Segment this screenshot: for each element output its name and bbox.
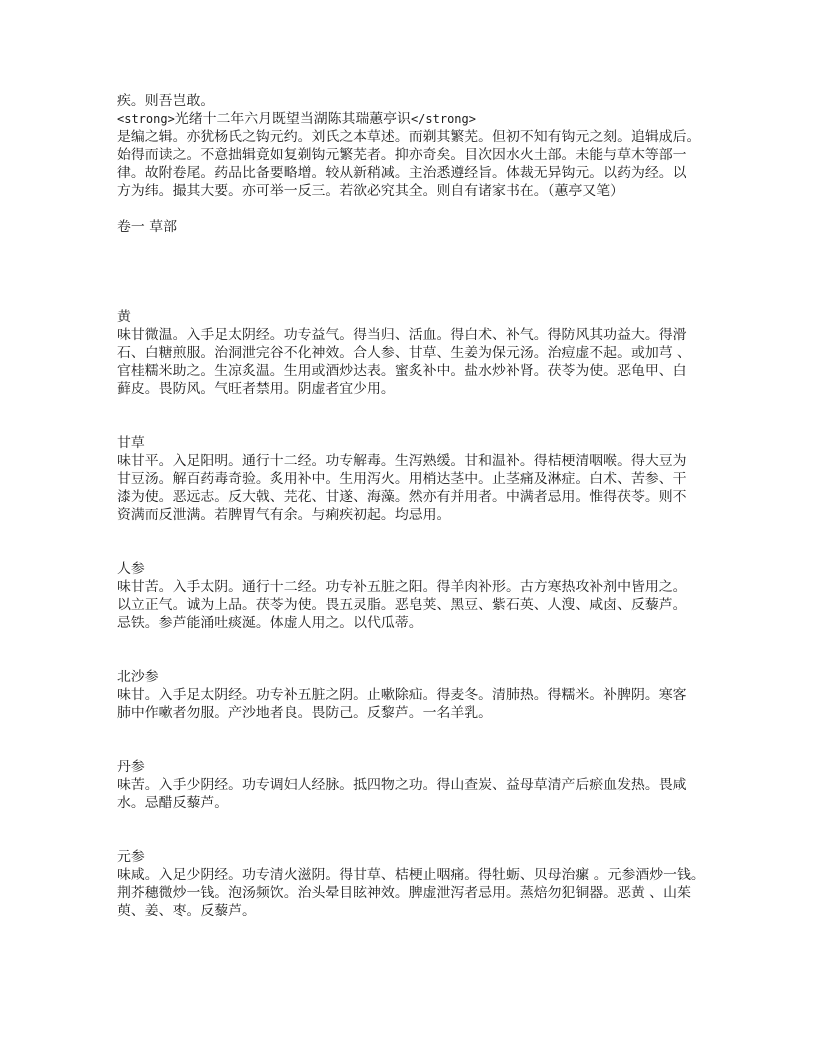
- herb-entry: [117, 308, 707, 398]
- herb-entry: [117, 758, 707, 812]
- herb-description-line: 味甘苦。入手太阴。通行十二经。功专补五脏之阳。得羊肉补形。古方寒热攻补剂中皆用之。: [117, 579, 687, 595]
- spacer: [117, 632, 707, 668]
- spacer: [117, 200, 707, 218]
- postscript-line: 是编之辑。亦犹杨氏之钩元约。刘氏之本草述。而剃其繁芜。但初不知有钩元之刻。追辑成后。: [117, 129, 701, 145]
- spacer: [117, 236, 707, 308]
- herb-description-line: 味甘平。入足阳明。通行十二经。功专解毒。生泻熟缓。甘和温补。得桔梗清咽喉。得大豆为: [117, 453, 687, 469]
- herb-name: 北沙参: [117, 669, 159, 685]
- spacer: [117, 524, 707, 560]
- preface-signature-line: [117, 110, 707, 128]
- chapter-title: 卷一 草部: [117, 219, 177, 235]
- preface-opening-line: 疾。则吾岂敢。: [117, 93, 215, 109]
- postscript-line: 方为纬。撮其大要。亦可举一反三。若欲必究其全。则自有诸家书在。（蕙亭又笔）: [117, 183, 625, 199]
- herb-description-line: 以立正气。诚为上品。茯苓为使。畏五灵脂。恶皂荚、黑豆、紫石英、人溲、咸卤、反藜芦。: [117, 597, 687, 613]
- postscript-line: 始得而读之。不意拙辑竟如复剃钩元繁芜者。抑亦奇矣。目次因水火土部。未能与草木等部一: [117, 147, 687, 163]
- herb-description-line: 藓皮。畏防风。气旺者禁用。阴虚者宜少用。: [117, 381, 395, 397]
- herb-description-line: 忌铁。参芦能涌吐痰涎。体虚人用之。以代瓜蒂。: [117, 615, 423, 631]
- herb-description-line: 味甘微温。入手足太阴经。功专益气。得当归、活血。得白术、补气。得防风其功益大。得滑: [117, 327, 687, 343]
- herb-description-line: 味苦。入手少阴经。功专调妇人经脉。抵四物之功。得山查炭、益母草清产后瘀血发热。畏咸: [117, 777, 687, 793]
- strong-close-tag: </strong>: [410, 112, 476, 126]
- herb-description-line: 味甘。入手足太阴经。功专补五脏之阴。止嗽除疝。得麦冬。清肺热。得糯米。补脾阴。寒客: [117, 687, 687, 703]
- herb-description-line: 甘豆汤。解百药毒奇验。炙用补中。生用泻火。用梢达茎中。止茎痛及淋症。白术、苦参、干: [117, 471, 687, 487]
- herb-entry: [117, 848, 707, 920]
- herb-entry: [117, 560, 707, 632]
- herb-name: 元参: [117, 849, 145, 865]
- postscript-line: 律。故附卷尾。药品比备要略增。较从新稍减。主治悉遵经旨。体裁无异钩元。以药为经。以: [117, 165, 687, 181]
- herb-description-line: 肺中作嗽者勿服。产沙地者良。畏防己。反黎芦。一名羊乳。: [117, 705, 493, 721]
- document-page: [117, 92, 707, 920]
- herb-description-line: 味咸。入足少阴经。功专清火滋阴。得甘草、桔梗止咽痛。得牡蛎、贝母治瘰 。元参酒炒一钱。: [117, 867, 705, 883]
- preface-signature: 光绪十二年六月既望当湖陈其瑞蕙亭识: [174, 111, 411, 127]
- herb-description-line: 漆为使。恶远志。反大戟、芫花、甘遂、海藻。然亦有并用者。中满者忌用。惟得茯苓。则不: [117, 489, 687, 505]
- herb-description-line: 萸、姜、枣。反藜芦。: [117, 903, 256, 919]
- preface-section: [117, 92, 707, 200]
- herb-description-line: 资满而反泄满。若脾胃气有余。与痢疾初起。均忌用。: [117, 507, 451, 523]
- strong-open-tag: <strong>: [117, 112, 175, 126]
- spacer: [117, 812, 707, 848]
- herb-name: 丹参: [117, 759, 145, 775]
- herb-name: 黄: [117, 309, 131, 325]
- herb-name: 人参: [117, 561, 145, 577]
- preface-postscript: [117, 128, 707, 200]
- herb-name: 甘草: [117, 435, 145, 451]
- herb-description-line: 荆芥穗微炒一钱。泡汤频饮。治头晕目眩神效。脾虚泄泻者忌用。蒸焙勿犯铜器。恶黄 、山茱: [117, 885, 691, 901]
- spacer: [117, 398, 707, 434]
- herb-description-line: 官桂糯米助之。生凉炙温。生用或酒炒达表。蜜炙补中。盐水炒补肾。茯苓为使。恶龟甲、白: [117, 363, 687, 379]
- herb-entry: [117, 668, 707, 722]
- herb-description-line: 水。忌醋反藜芦。: [117, 795, 229, 811]
- spacer: [117, 722, 707, 758]
- herb-description-line: 石、白糖煎服。治洞泄完谷不化神效。合人参、甘草、生姜为保元汤。治痘虚不起。或加芎 、: [117, 345, 691, 361]
- herb-entry: [117, 434, 707, 524]
